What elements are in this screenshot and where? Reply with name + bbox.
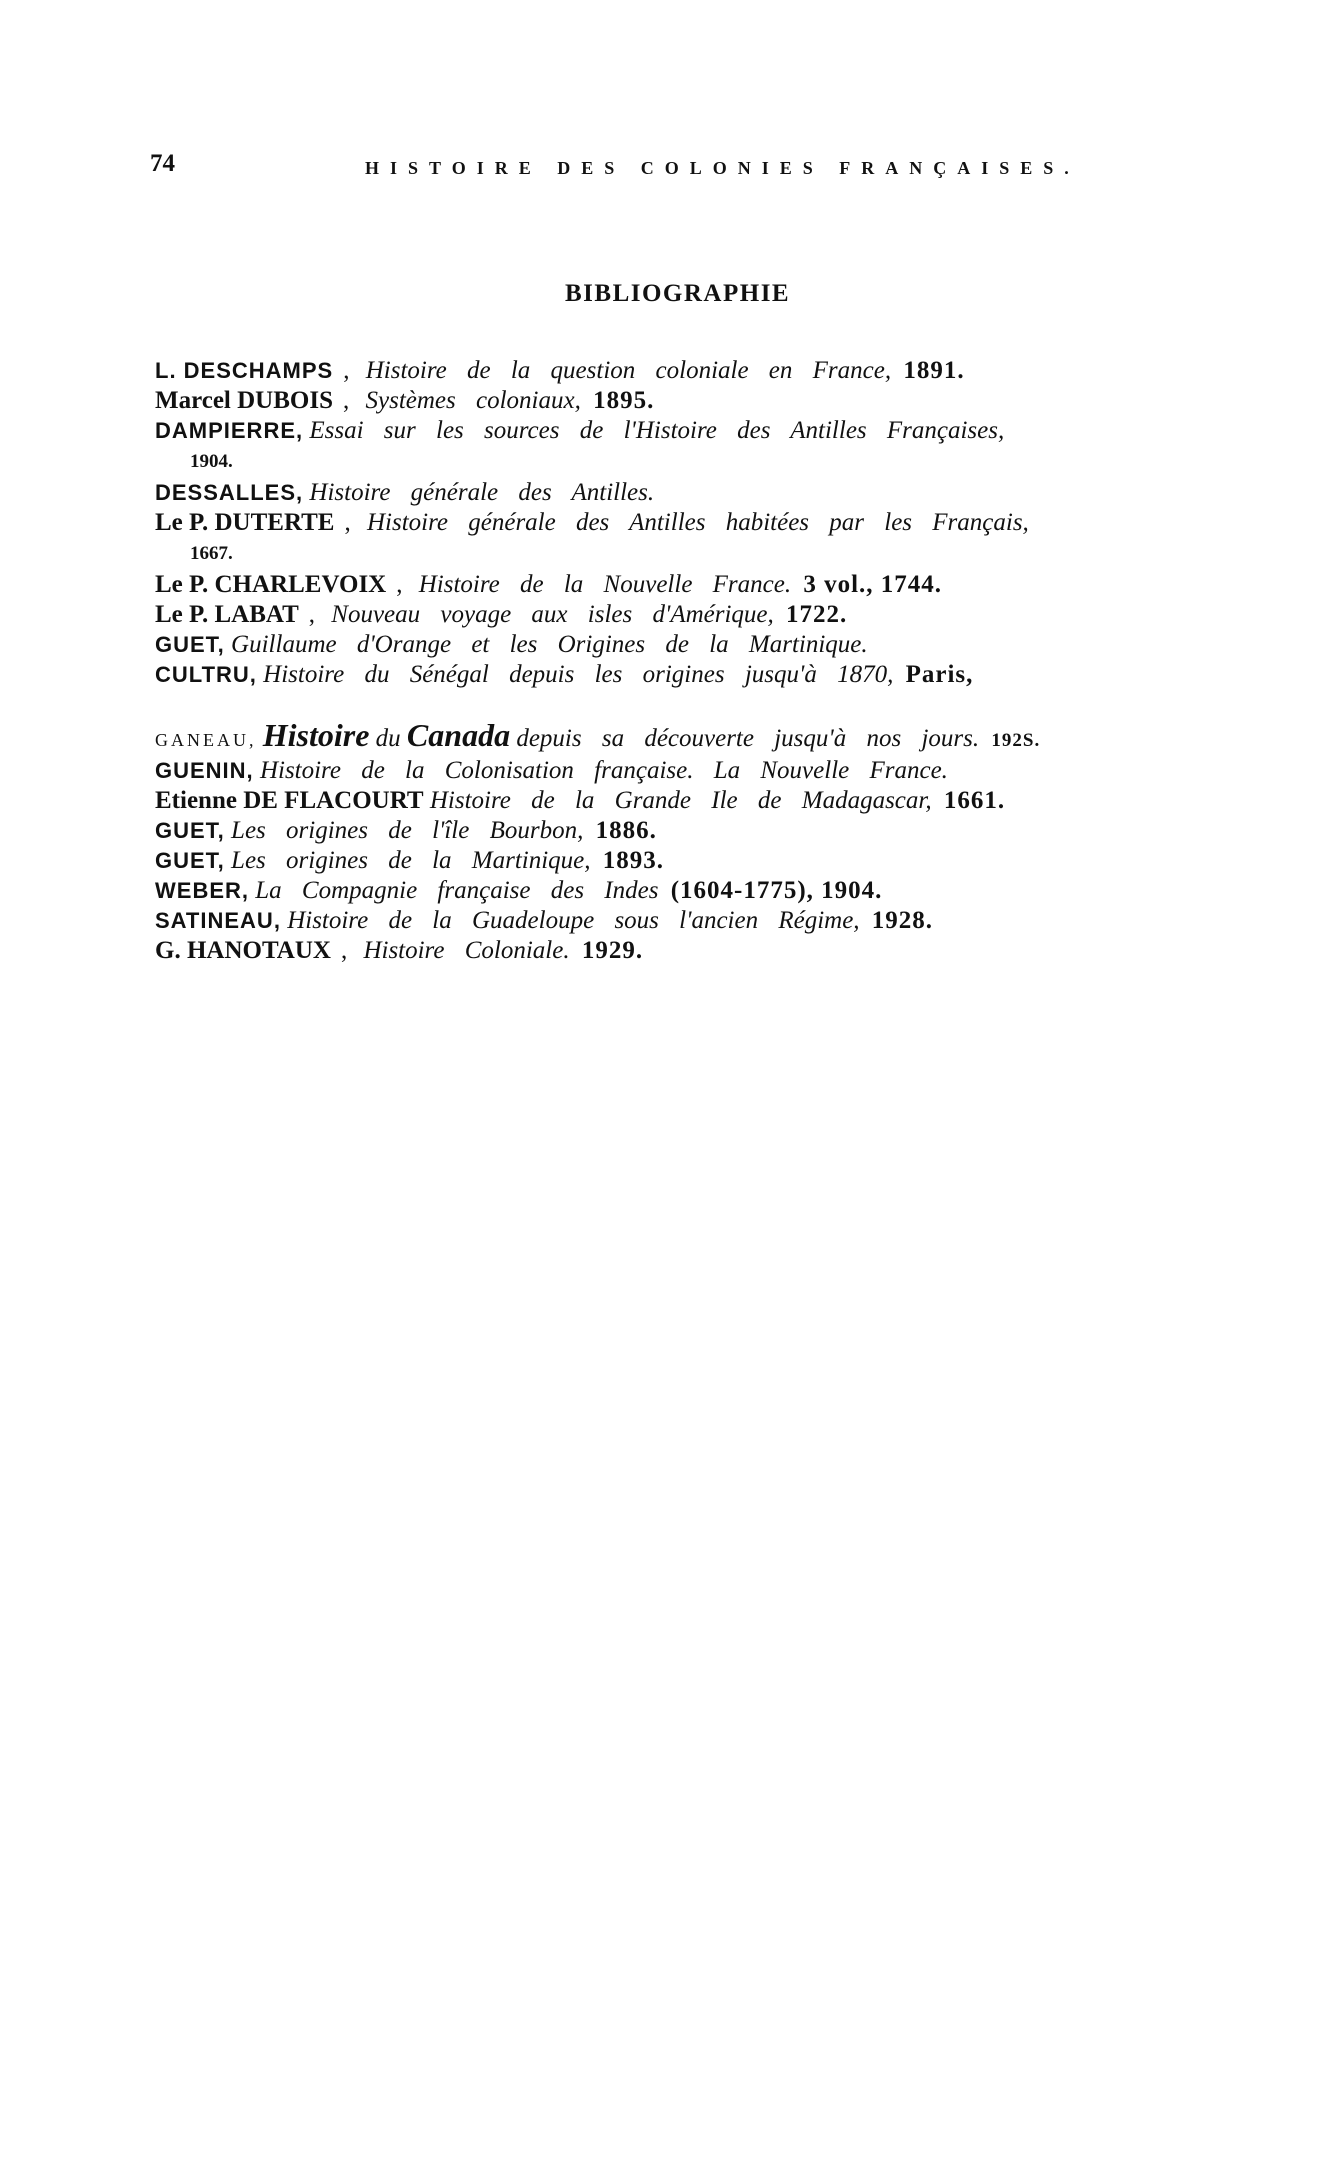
bibliography-entry: Le P. CHARLEVOIX , Histoire de la Nouvelle France. 3 vol., 1744. <box>155 571 943 598</box>
bibliography-entry: Marcel DUBOIS , Systèmes coloniaux, 1895. <box>155 387 655 414</box>
entry-title: Guillaume d'Orange et les Origines de la Martinique. <box>231 631 868 658</box>
entry-title-part: depuis sa découverte jusqu'à nos jours. <box>516 725 980 752</box>
bibliography-entry <box>155 416 1230 478</box>
entry-title: Histoire générale des Antilles. <box>309 479 655 506</box>
bibliography-entry <box>155 717 1230 756</box>
entry-date: 1886. <box>595 817 657 844</box>
entry-author: DAMPIERRE, <box>155 418 304 443</box>
entry-author: GUET, <box>155 632 225 657</box>
entry-date: 3 vol., 1744. <box>803 571 943 598</box>
entry-date: 1929. <box>581 937 644 964</box>
bibliography-entry <box>155 660 1230 690</box>
bibliography-entry <box>155 478 1230 508</box>
section-title: BIBLIOGRAPHIE <box>565 280 791 307</box>
entry-author: DESSALLES, <box>155 480 304 505</box>
bibliography-entry <box>155 906 1230 936</box>
entry-author: Le P. CHARLEVOIX <box>155 571 387 598</box>
blank-line <box>155 690 1230 720</box>
entry-title: Essai sur les sources de l'Histoire des Antilles Françaises, <box>309 417 1005 444</box>
entry-title: Histoire de la Nouvelle France. <box>418 571 792 598</box>
entry-date: 192S. <box>991 730 1041 751</box>
entry-author: L. DESCHAMPS <box>155 358 334 383</box>
entry-title: Histoire du Sénégal depuis les origines jusqu'à 1870, <box>263 661 894 688</box>
entry-title: Histoire de la Colonisation française. La Nouvelle France. <box>259 757 948 784</box>
entry-date: 1661. <box>943 787 1006 814</box>
bibliography-entry <box>155 876 1230 906</box>
running-title: HISTOIRE DES COLONIES FRANÇAISES. <box>365 158 1080 178</box>
entry-author: Etienne DE FLACOURT <box>155 787 424 814</box>
entry-author: GUET, <box>155 848 225 873</box>
entry-author: Marcel DUBOIS <box>155 387 333 414</box>
entry-date: (1604-1775), 1904. <box>670 877 883 904</box>
bibliography-entry <box>155 816 1230 846</box>
entry-date: 1895. <box>593 387 655 414</box>
entry-title-part: Canada <box>406 717 511 753</box>
entry-author: Le P. LABAT <box>155 601 299 628</box>
entry-author: SATINEAU, <box>155 908 281 933</box>
bibliography-entry <box>155 630 1230 660</box>
entry-author: GUENIN, <box>155 758 254 783</box>
entry-date: 1904. <box>190 451 233 472</box>
entry-title-part: du <box>375 725 401 752</box>
bibliography-entry <box>155 756 1230 786</box>
entry-title: La Compagnie française des Indes <box>255 877 659 904</box>
entry-date: 1891. <box>903 357 965 384</box>
entry-title: Histoire de la Grande Ile de Madagascar, <box>429 787 932 814</box>
entry-title: Systèmes coloniaux, <box>365 387 581 414</box>
bibliography-entry <box>155 786 1230 816</box>
entry-date: Paris, <box>905 661 974 688</box>
entry-title: Histoire générale des Antilles habitées par les Français, <box>366 509 1029 536</box>
entry-author: G. HANOTAUX <box>155 937 331 964</box>
entry-author: CULTRU, <box>155 662 257 687</box>
entry-date: 1893. <box>602 847 665 874</box>
entry-title: Les origines de la Martinique, <box>231 847 591 874</box>
entry-date: 1667. <box>190 543 233 564</box>
bibliography-entry <box>155 846 1230 876</box>
entry-title: Histoire Coloniale. <box>363 937 570 964</box>
entry-date: 1928. <box>871 907 934 934</box>
bibliography-entry: L. DESCHAMPS , Histoire de la question coloniale en France, 1891. <box>155 357 965 384</box>
entry-title: Les origines de l'île Bourbon, <box>231 817 584 844</box>
bibliography-list <box>155 356 1230 966</box>
bibliography-entry: Le P. DUTERTE , Histoire générale des Antilles habitées par les Français, 1667. <box>155 508 1230 570</box>
page-number: 74 <box>150 150 175 177</box>
entry-title-part: Histoire <box>262 717 370 753</box>
bibliography-entry: G. HANOTAUX , Histoire Coloniale. 1929. <box>155 937 644 964</box>
entry-author: Le P. DUTERTE <box>155 509 335 536</box>
entry-title: Histoire de la question coloniale en France, <box>365 357 892 384</box>
entry-author: GUET, <box>155 818 225 843</box>
entry-date: 1722. <box>786 601 848 628</box>
entry-title: Nouveau voyage aux isles d'Amérique, <box>331 601 774 628</box>
entry-author: GANEAU, <box>155 730 257 750</box>
bibliography-entry: Le P. LABAT , Nouveau voyage aux isles d'Amérique, 1722. <box>155 601 848 628</box>
entry-title: Histoire de la Guadeloupe sous l'ancien Régime, <box>287 907 860 934</box>
entry-author: WEBER, <box>155 878 249 903</box>
